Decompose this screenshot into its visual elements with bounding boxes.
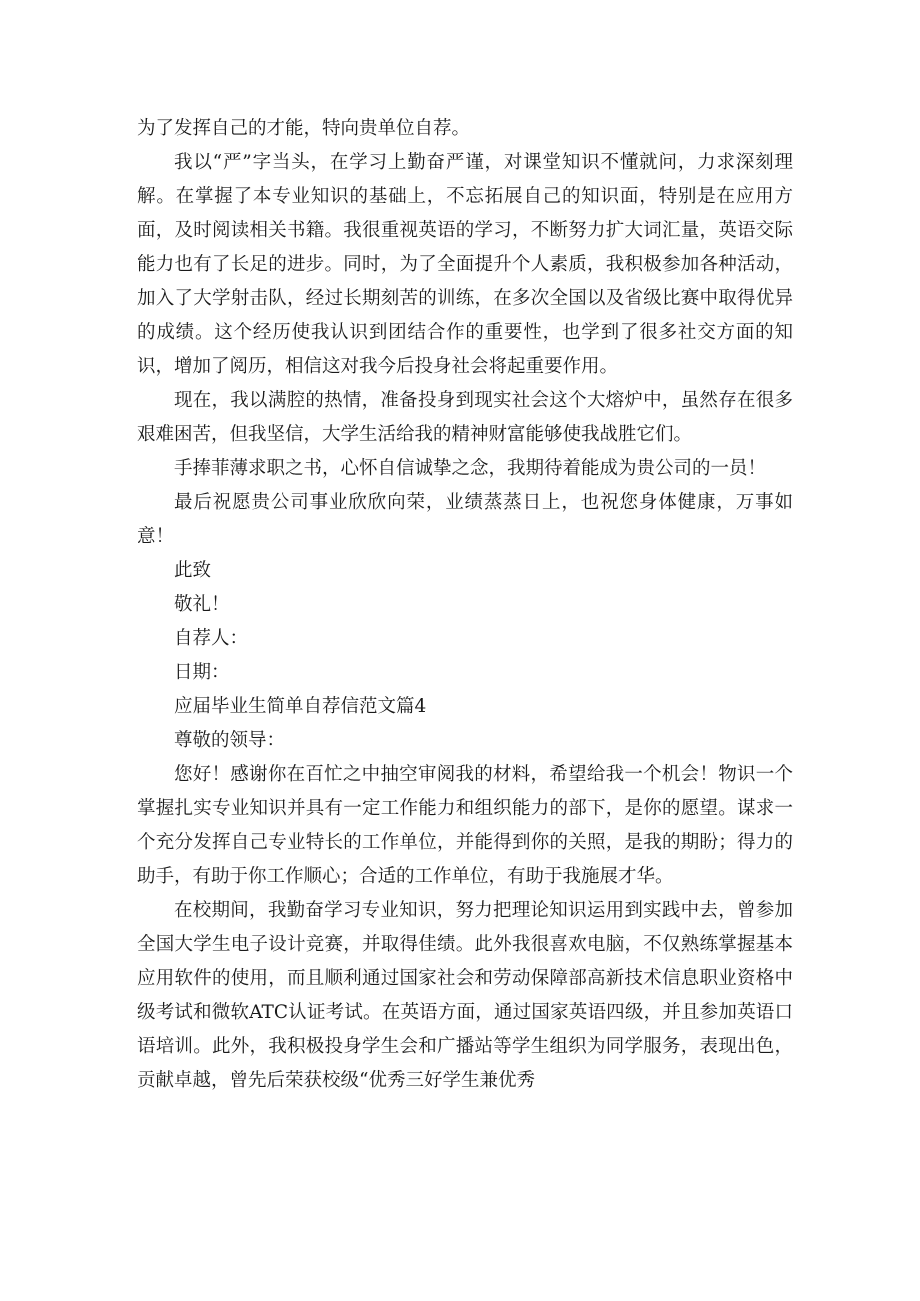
paragraph-school: 在校期间，我勤奋学习专业知识，努力把理论知识运用到实践中去，曾参加全国大学生电子设计竞赛，并取得佳绩。此外我很喜欢电脑，不仅熟练掌握基本应用软件的使用，而且顺利通过国家社会和劳动保障部高新技术信息职业资格中级考试和微软ATC认证考试。在英语方面，通过国家英语四级，并且参加英语口语培训。此外，我积极投身学生会和广播站等学生组织为同学服务，表现出色，贡献卓越，曾先后荣获校级“优秀三好学生兼优秀: [137, 900, 793, 1091]
greeting: 尊敬的领导：: [174, 730, 286, 751]
section-title: 应届毕业生简单自荐信范文篇4: [174, 696, 427, 717]
paragraph-study: 我以“严”字当头，在学习上勤奋严谨，对课堂知识不懂就问，力求深刻理解。在掌握了本专业知识的基础上，不忘拓展自己的知识面，特别是在应用方面，及时阅读相关书籍。我很重视英语的学习，不断努力扩大词汇量，英语交际能力也有了长足的进步。同时，为了全面提升个人素质，我积极参加各种活动，加入了大学射击队，经过长期刻苦的训练，在多次全国以及省级比赛中取得优异的成绩。这个经历使我认识到团结合作的重要性，也学到了很多社交方面的知识，增加了阅历，相信这对我今后投身社会将起重要作用。: [137, 152, 793, 377]
closing-salutation: 此致: [174, 560, 212, 581]
paragraph-wishes: 最后祝愿贵公司事业欣欣向荣，业绩蒸蒸日上，也祝您身体健康，万事如意！: [137, 492, 793, 547]
signature-label: 自荐人：: [174, 628, 249, 649]
paragraph-opening: 您好！感谢你在百忙之中抽空审阅我的材料，希望给我一个机会！物识一个掌握扎实专业知识并具有一定工作能力和组织能力的部下，是你的愿望。谋求一个充分发挥自己专业特长的工作单位，并能得到你的关照，是我的期盼；得力的助手，有助于你工作顺心；合适的工作单位，有助于我施展才华。: [137, 764, 793, 887]
letter-body: [137, 112, 793, 1098]
paragraph-present: 现在，我以满腔的热情，准备投身到现实社会这个大熔炉中，虽然存在很多艰难困苦，但我坚信，大学生活给我的精神财富能够使我战胜它们。: [137, 390, 793, 445]
date-label: 日期：: [174, 662, 230, 683]
closing-regards: 敬礼！: [174, 594, 230, 615]
paragraph-expectation: 手捧菲薄求职之书，心怀自信诚挚之念，我期待着能成为贵公司的一员！: [174, 458, 767, 479]
paragraph-intro-end: 为了发挥自己的才能，特向贵单位自荐。: [137, 118, 471, 139]
